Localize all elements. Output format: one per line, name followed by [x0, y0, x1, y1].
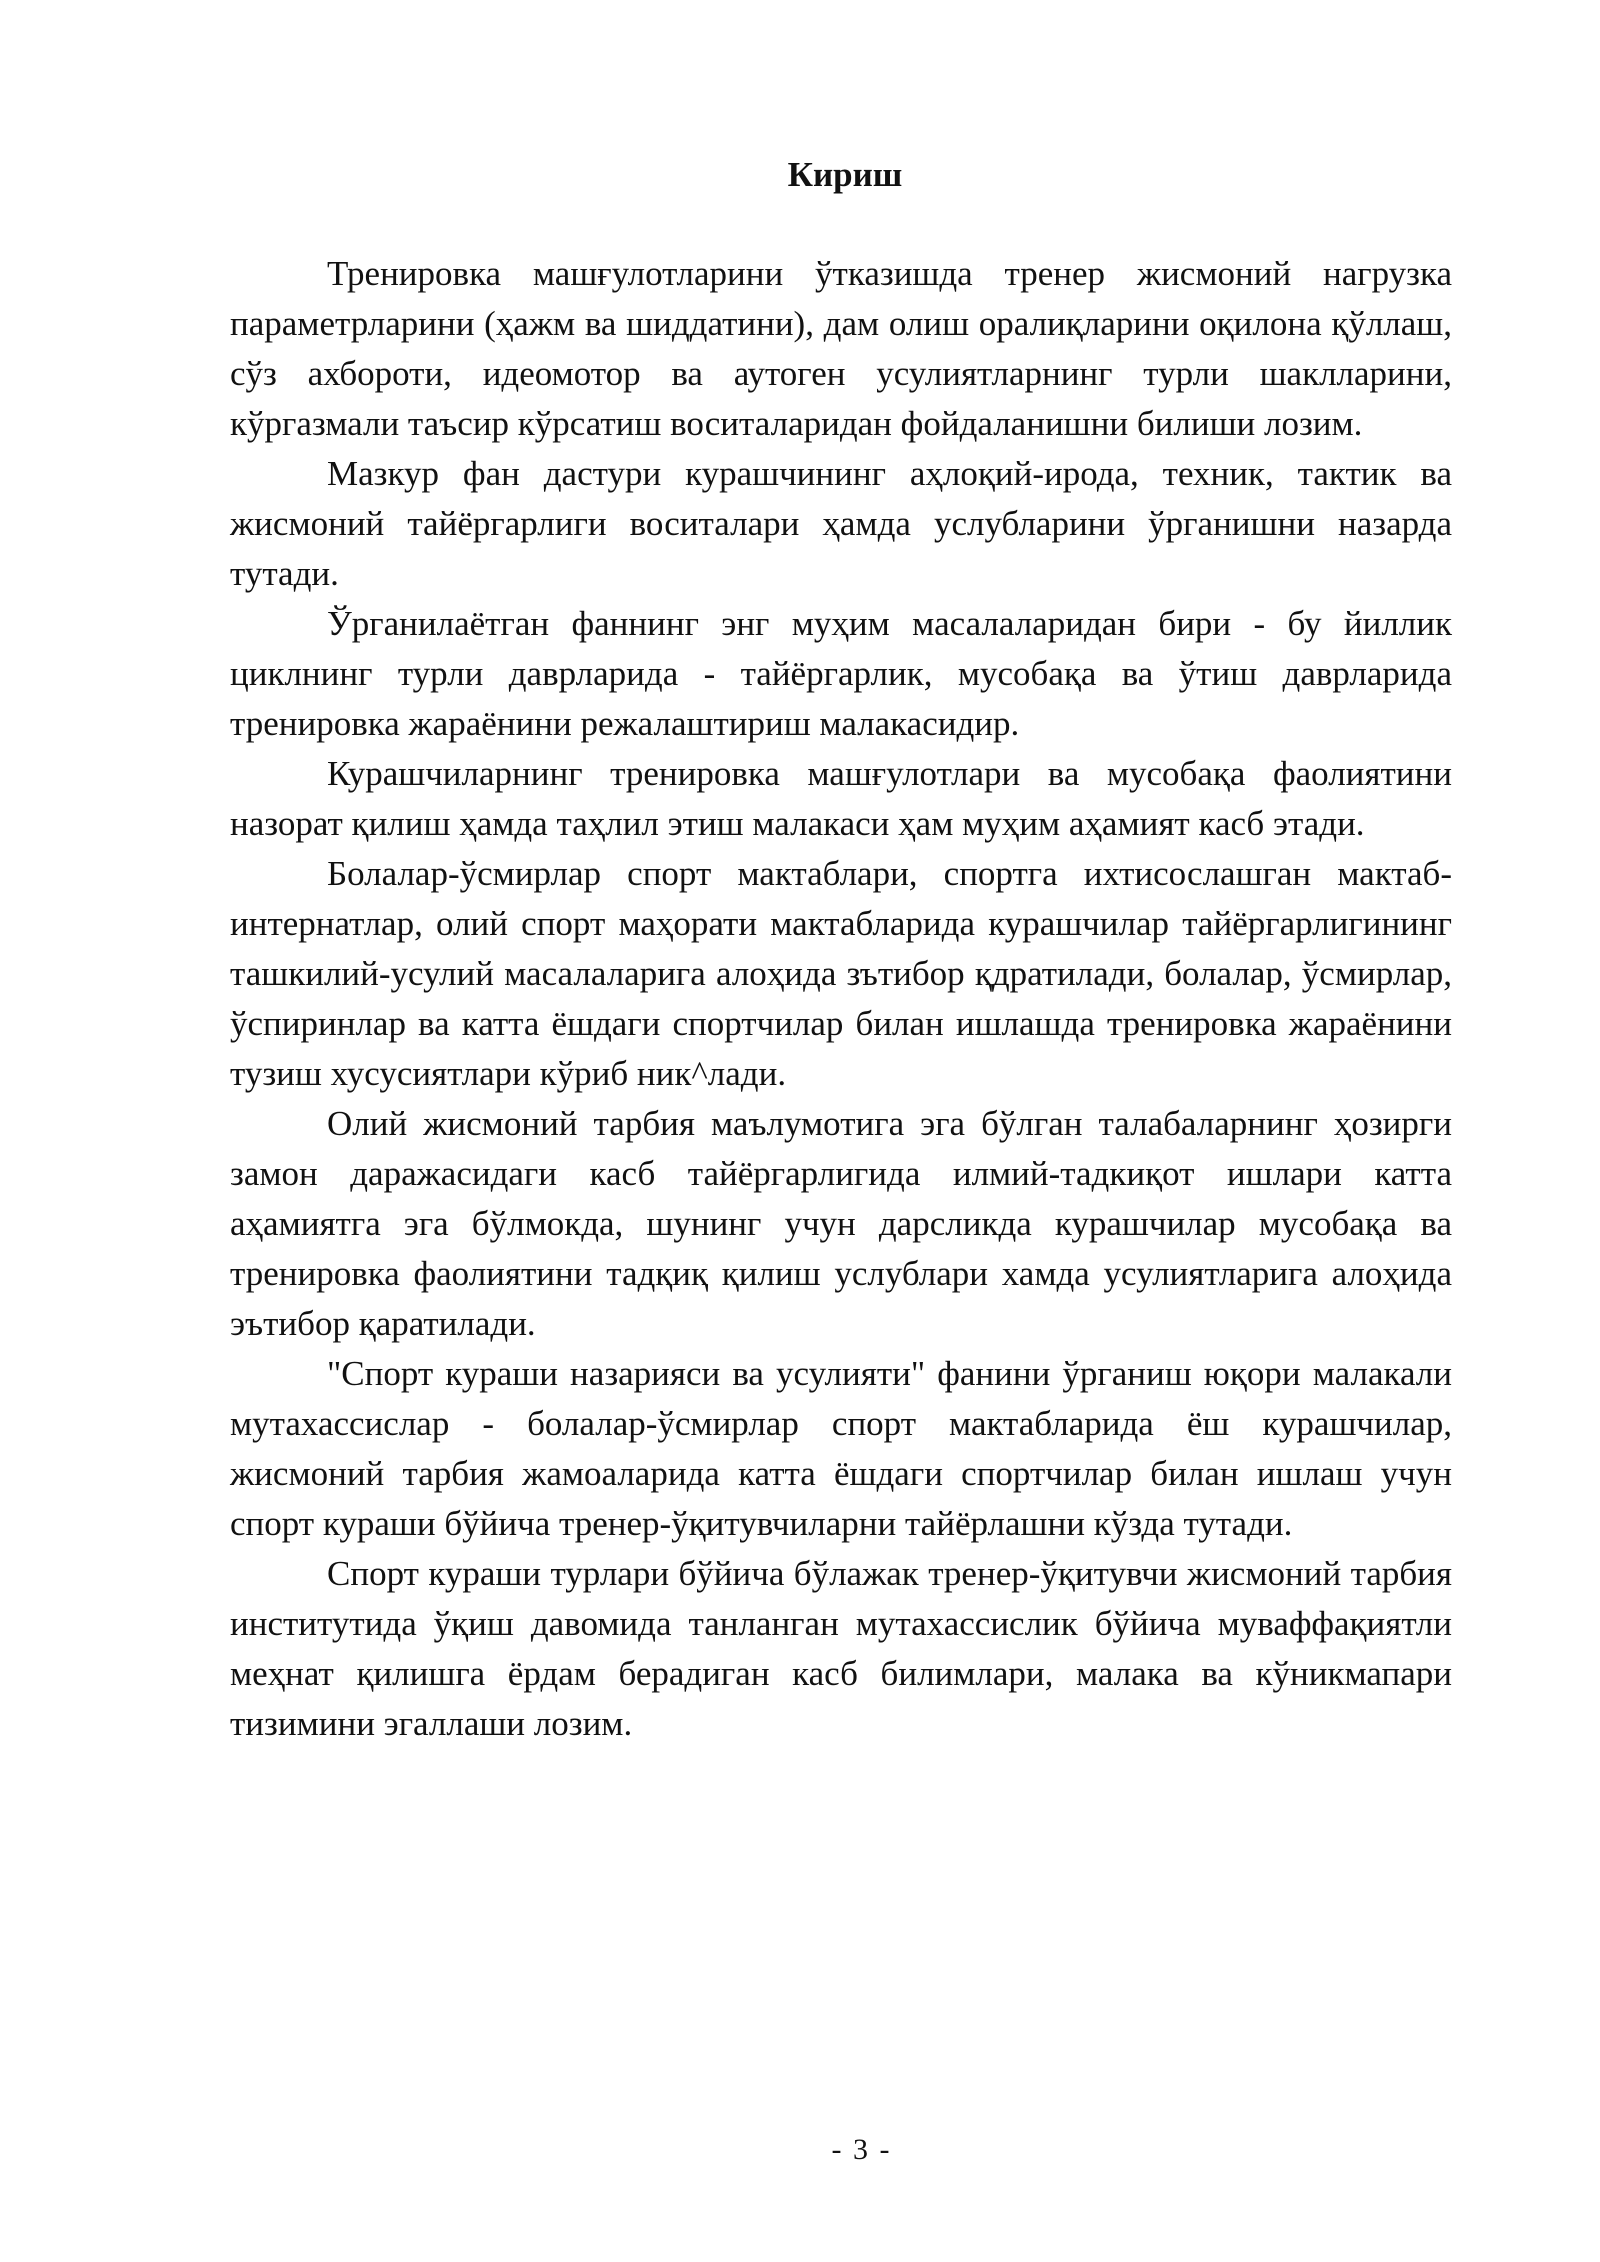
page-number: - 3 -: [831, 2133, 892, 2166]
paragraph-5: Болалар-ўсмирлар спорт мактаблари, спортга ихтисослашган мактаб-интернатлар, олий спорт маҳорати мактабларида курашчилар тайёргарлигининг ташкилий-усулий масалаларига алоҳида зътибор қдратилади, болалар, ўсмирлар, ўспиринлар ва катта ёшдаги спортчилар билан ишлашда тренировка жараёнини тузиш хусусиятлари кўриб ник^лади.: [230, 854, 1452, 1093]
paragraph-4: Курашчиларнинг тренировка машғулотлари ва мусобақа фаолиятини назорат қилиш ҳамда таҳлил этиш малакаси ҳам муҳим аҳамият касб этади.: [230, 754, 1452, 843]
body-text: [230, 249, 1452, 1749]
paragraph-1: Тренировка машғулотларини ўтказишда тренер жисмоний нагрузка параметрларини (ҳажм ва шиддатини), дам олиш оралиқларини оқилона қўллаш, сўз ахбороти, идеомотор ва аутоген усулиятларнинг турли шаклларини, кўргазмали таъсир кўрсатиш воситаларидан фойдаланишни билиши лозим.: [230, 254, 1452, 443]
paragraph-7: "Спорт кураши назарияси ва усулияти" фанини ўрганиш юқори малакали мутахассислар - болалар-ўсмирлар спорт мактабларида ёш курашчилар, жисмоний тарбия жамоаларида катта ёшдаги спортчилар билан ишлаш учун спорт кураши бўйича тренер-ўқитувчиларни тайёрлашни кўзда тутади.: [230, 1354, 1452, 1543]
paragraph-8: Спорт кураши турлари бўйича бўлажак тренер-ўқитувчи жисмоний тарбия институтида ўқиш давомида танланган мутахассислик бўйича муваффақиятли меҳнат қилишга ёрдам берадиган касб билимлари, малака ва кўникмапари тизимини эгаллаши лозим.: [230, 1554, 1452, 1743]
paragraph-6: Олий жисмоний тарбия маълумотига эга бўлган талабаларнинг ҳозирги замон даражасидаги касб тайёргарлигида илмий-тадкиқот ишлари катта аҳамиятга эга бўлмокда, шунинг учун дарсликда курашчилар мусобақа ва тренировка фаолиятини тадқиқ қилиш услублари хамда усулиятларига алоҳида эътибор қаратилади.: [230, 1104, 1452, 1343]
paragraph-2: Мазкур фан дастури курашчининг аҳлоқий-ирода, техник, тактик ва жисмоний тайёргарлиги воситалари ҳамда услубларини ўрганишни назарда тутади.: [230, 454, 1452, 593]
paragraph-3: Ўрганилаётган фаннинг энг муҳим масалаларидан бири - бу йиллик циклнинг турли даврларида - тайёргарлик, мусобақа ва ўтиш даврларида тренировка жараёнини режалаштириш малакасидир.: [230, 604, 1452, 743]
page-title: Кириш: [787, 155, 903, 194]
